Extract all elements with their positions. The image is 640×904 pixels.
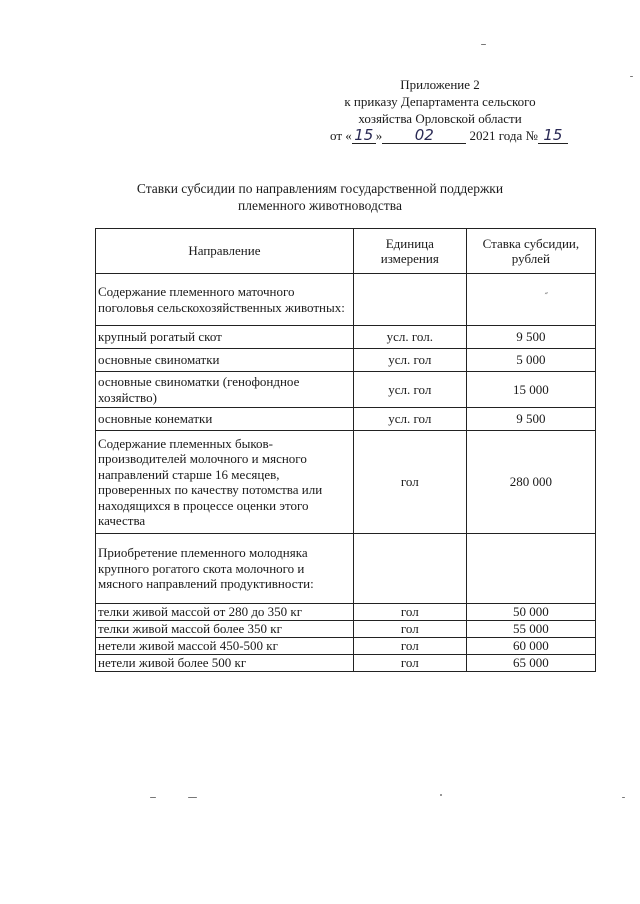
table-row xyxy=(96,655,596,672)
cell-rate: 55 000 xyxy=(466,621,595,638)
scan-speck xyxy=(150,797,156,798)
cell-direction: Приобретение племенного молодняка крупного рогатого скота молочного и мясного направлений продуктивности: xyxy=(96,534,354,604)
table-row xyxy=(96,326,596,349)
header-unit: Единица измерения xyxy=(353,229,466,274)
cell-direction: нетели живой массой 450-500 кг xyxy=(96,638,354,655)
cell-direction: телки живой массой от 280 до 350 кг xyxy=(96,604,354,621)
cell-rate: 5 000 xyxy=(466,349,595,372)
cell-direction: крупный рогатый скот xyxy=(96,326,354,349)
document-title xyxy=(80,180,560,214)
cell-rate: 60 000 xyxy=(466,638,595,655)
month-handwritten: 02 xyxy=(414,126,434,144)
cell-direction: Содержание племенных быков-производителей молочного и мясного направлений старше 16 месяцев, проверенных по качеству потомства или находящихся в процессе оценки этого качества xyxy=(96,431,354,534)
cell-unit: усл. гол xyxy=(353,349,466,372)
cell-rate xyxy=(466,274,595,326)
header-direction: Направление xyxy=(96,229,354,274)
cell-rate xyxy=(466,534,595,604)
table-row xyxy=(96,408,596,431)
cell-unit: усл. гол xyxy=(353,408,466,431)
year-text: 2021 года № xyxy=(469,128,538,143)
scan-speck xyxy=(622,797,625,798)
cell-unit xyxy=(353,274,466,326)
table-row xyxy=(96,372,596,408)
day-handwritten: 15 xyxy=(354,126,374,144)
appendix-department: хозяйства Орловской области xyxy=(358,111,522,126)
cell-direction: основные свиноматки (генофондное хозяйство) xyxy=(96,372,354,408)
cell-unit: усл. гол xyxy=(353,372,466,408)
cell-unit: гол xyxy=(353,621,466,638)
cell-rate: 280 000 xyxy=(466,431,595,534)
header-rate: Ставка субсидии, рублей xyxy=(466,229,595,274)
scan-speck xyxy=(481,44,486,45)
day-close: » xyxy=(375,128,383,143)
number-field xyxy=(538,127,568,144)
month-field xyxy=(382,127,466,144)
day-field xyxy=(352,127,376,144)
number-handwritten: 15 xyxy=(543,126,563,144)
table-row xyxy=(96,274,596,326)
cell-unit xyxy=(353,534,466,604)
table-row xyxy=(96,604,596,621)
table-row xyxy=(96,349,596,372)
appendix-order-ref: к приказу Департамента сельского xyxy=(344,94,536,109)
table-row xyxy=(96,431,596,534)
table-row xyxy=(96,638,596,655)
cell-unit: усл. гол. xyxy=(353,326,466,349)
cell-unit: гол xyxy=(353,655,466,672)
cell-unit: гол xyxy=(353,604,466,621)
title-line-1: Ставки субсидии по направлениям государственной поддержки xyxy=(136,181,504,196)
cell-direction: телки живой массой более 350 кг xyxy=(96,621,354,638)
cell-unit: гол xyxy=(353,431,466,534)
cell-direction: основные конематки xyxy=(96,408,354,431)
scan-speck xyxy=(440,794,442,796)
cell-direction: основные свиноматки xyxy=(96,349,354,372)
table-header-row xyxy=(96,229,596,274)
date-prefix: от « xyxy=(330,128,352,143)
cell-direction: нетели живой более 500 кг xyxy=(96,655,354,672)
table-row xyxy=(96,534,596,604)
appendix-header xyxy=(290,76,590,144)
cell-rate: 65 000 xyxy=(466,655,595,672)
cell-rate: 9 500 xyxy=(466,408,595,431)
appendix-title: Приложение 2 xyxy=(400,77,480,92)
table-row xyxy=(96,621,596,638)
scan-speck xyxy=(188,797,197,798)
stray-mark: ″ xyxy=(544,292,549,302)
cell-rate: 15 000 xyxy=(466,372,595,408)
title-line-2: племенного животноводства xyxy=(238,198,402,213)
appendix-date-line xyxy=(290,127,590,144)
scan-speck xyxy=(630,76,633,77)
cell-unit: гол xyxy=(353,638,466,655)
cell-rate: 9 500 xyxy=(466,326,595,349)
cell-rate: 50 000 xyxy=(466,604,595,621)
cell-direction: Содержание племенного маточного поголовья сельскохозяйственных животных: xyxy=(96,274,354,326)
subsidy-rates-table xyxy=(95,228,596,672)
